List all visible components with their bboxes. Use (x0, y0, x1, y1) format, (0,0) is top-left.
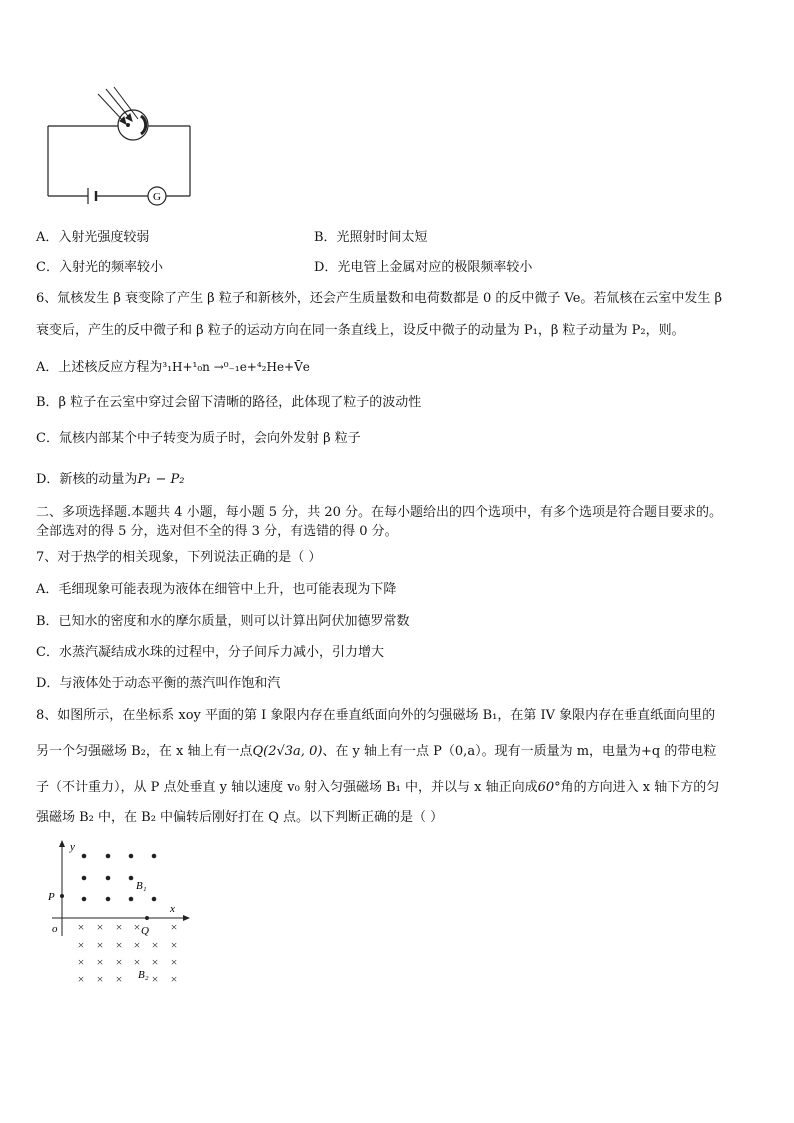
field-cross: × (96, 938, 104, 952)
q8-stem-line-4: 强磁场 B₂ 中，在 B₂ 中偏转后刚好打在 Q 点。以下判断正确的是（ ） (36, 810, 444, 825)
section2-heading-line-2: 全部选对的得 5 分，选对但不全的得 3 分，有选错的得 0 分。 (36, 524, 398, 539)
phototube-anode (126, 123, 130, 127)
point-q-label: Q (141, 925, 149, 937)
phototube-cathode (141, 116, 146, 134)
field-b2-crosses (78, 920, 178, 986)
field-dot (129, 854, 134, 859)
field-dot (152, 854, 157, 859)
q6-option-a (36, 357, 764, 378)
galvanometer-label: G (153, 191, 161, 203)
q8-stem-line-2 (36, 742, 764, 762)
x-axis-arrow (183, 915, 190, 921)
field-dot (129, 897, 134, 902)
q7-stem: 7、对于热学的相关现象，下列说法正确的是（ ） (36, 550, 322, 565)
q8-stem-line-2b: 、在 y 轴上有一点 P（0,a）。现有一质量为 m，电量为+q 的带电粒 (322, 744, 717, 759)
field-b1-dots (82, 854, 157, 902)
battery-symbol (88, 188, 96, 204)
q5-option-c: C．入射光的频率较小 (36, 260, 163, 275)
field-dot (152, 897, 157, 902)
nuclear-equation: ³₁H+¹₀n →⁰₋₁e+⁴₂He+V̄e (162, 360, 310, 374)
field-cross: × (96, 920, 104, 934)
circuit-wires (48, 126, 190, 196)
field-cross: × (115, 972, 123, 986)
q8-stem-line-3 (36, 778, 764, 798)
field-cross: × (77, 972, 85, 986)
field-dot (106, 854, 111, 859)
q8-stem-line-2a: 另一个匀强磁场 B₂，在 x 轴上有一点 (36, 744, 253, 759)
field-cross: × (170, 955, 178, 969)
q7-option-c: C．水蒸汽凝结成水珠的过程中，分子间斥力减小，引力增大 (36, 645, 384, 660)
origin-label: o (52, 923, 58, 935)
field-cross: × (96, 972, 104, 986)
field-dot (106, 876, 111, 881)
phototube (118, 110, 148, 140)
field-cross: × (170, 938, 178, 952)
q6-option-a-prefix: A．上述核反应方程为 (36, 360, 163, 375)
field-cross: × (133, 955, 141, 969)
q6-option-d (36, 470, 764, 490)
q5-option-b: B．光照射时间太短 (314, 230, 428, 245)
q7-option-a: A．毛细现象可能表现为液体在细管中上升，也可能表现为下降 (36, 582, 397, 597)
field-b2-label: B₂ (138, 969, 149, 981)
angle-value: 60° (537, 780, 561, 795)
field-cross: × (170, 920, 178, 934)
field-cross: × (77, 920, 85, 934)
point-p-label: P (48, 891, 55, 903)
field-dot (82, 854, 87, 859)
magnetic-field-figure (44, 838, 194, 990)
point-q-marker (145, 916, 149, 920)
light-rays (98, 87, 138, 124)
field-cross: × (151, 972, 159, 986)
y-axis-arrow (59, 840, 65, 847)
field-cross: × (115, 920, 123, 934)
field-cross: × (151, 955, 159, 969)
q7-option-b: B．已知水的密度和水的摩尔质量，则可以计算出阿伏加德罗常数 (36, 614, 410, 629)
field-dot (129, 876, 134, 881)
point-p-marker (60, 894, 64, 898)
q8-stem-line-3b: 角的方向进入 x 轴下方的匀 (560, 780, 720, 795)
y-axis-label: y (70, 841, 75, 853)
field-cross: × (170, 972, 178, 986)
field-cross: × (133, 920, 141, 934)
field-cross: × (96, 955, 104, 969)
q8-stem-line-3a: 子（不计重力），从 P 点处垂直 y 轴以速度 v₀ 射入匀强磁场 B₁ 中，并以与 x 轴正向成 (36, 780, 538, 795)
q6-option-d-prefix: D．新核的动量为 (36, 472, 138, 487)
field-cross: × (115, 938, 123, 952)
q5-option-a: A．入射光强度较弱 (36, 230, 150, 245)
field-cross: × (133, 938, 141, 952)
q5-option-d: D．光电管上金属对应的极限频率较小 (314, 260, 533, 275)
field-dot (82, 897, 87, 902)
field-dot (106, 897, 111, 902)
q6-stem-line-1: 6、氚核发生 β 衰变除了产生 β 粒子和新核外，还会产生质量数和电荷数都是 0 的反中微子 Ve。若氚核在云室中发生 β (36, 291, 723, 306)
photoelectric-circuit-figure (40, 84, 200, 206)
q8-stem-line-1: 8、如图所示，在坐标系 xoy 平面的第 I 象限内存在垂直纸面向外的匀强磁场 B₁，在第 IV 象限内存在垂直纸面向里的 (36, 708, 716, 723)
q7-option-d: D．与液体处于动态平衡的蒸汽叫作饱和汽 (36, 676, 281, 691)
field-cross: × (151, 938, 159, 952)
field-cross: × (115, 955, 123, 969)
field-b1-label: B₁ (136, 880, 147, 892)
field-cross: × (77, 955, 85, 969)
q6-stem-line-2: 衰变后，产生的反中微子和 β 粒子的运动方向在同一条直线上，设反中微子的动量为 P₁，β 粒子动量为 P₂，则。 (36, 323, 685, 338)
section2-heading-line-1: 二、多项选择题.本题共 4 小题，每小题 5 分，共 20 分。在每小题给出的四个选项中，有多个选项是符合题目要求的。 (36, 505, 723, 520)
momentum-formula: P₁ − P₂ (137, 472, 185, 487)
x-axis-label: x (170, 903, 175, 915)
point-q-coordinates: Q(2√3a, 0) (252, 744, 323, 759)
q6-option-c: C．氚核内部某个中子转变为质子时，会向外发射 β 粒子 (36, 431, 361, 446)
field-dot (82, 876, 87, 881)
field-cross: × (77, 938, 85, 952)
q6-option-b: B．β 粒子在云室中穿过会留下清晰的路径，此体现了粒子的波动性 (36, 395, 422, 410)
